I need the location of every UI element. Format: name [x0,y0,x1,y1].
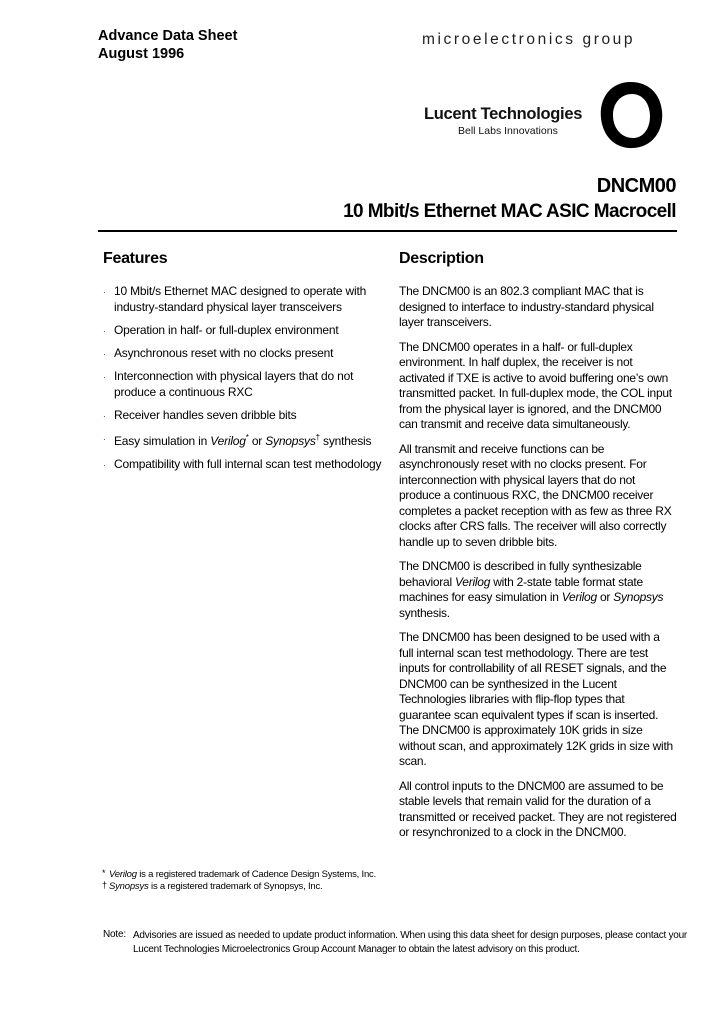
note-label: Note: [103,929,126,940]
part-number: DNCM00 [596,175,676,197]
list-item: · Interconnection with physical layers that do not produce a continuous RXC [103,369,354,399]
description-paragraph: The DNCM00 operates in a half- or full-duplex environment. In half duplex, the receiver is not activated if TXE is active to avoid buffering one’s own transmitted packet. In full-duplex mode, the COL input from the physical layer is ignored, and the DNCM00 can transmit and receive data simultaneously. [399,339,672,431]
company-name: Lucent Technologies [424,105,583,123]
features-heading: Features [103,250,168,267]
note-text: Advisories are issued as needed to update product information. When using this data sheet for design purposes, please contact your Lucent Technologies Microelectronics Group Account Manager to obtain the latest advisory on this product. [133,930,687,955]
doc-date: August 1996 [98,46,185,62]
lucent-innovation-ring-icon [595,78,667,152]
doc-type-label: Advance Data Sheet [98,28,238,44]
features-list [103,283,383,479]
document-header [98,27,237,63]
footnote: † Synopsys is a registered trademark of Synopsys, Inc. [102,880,323,892]
list-item: · 10 Mbit/s Ethernet MAC designed to operate with industry-standard physical layer transceivers [103,284,367,314]
description-heading: Description [399,250,484,267]
list-item: · Compatibility with full internal scan test methodology [103,457,382,471]
group-name: microelectronics group [422,31,636,48]
description-paragraph: The DNCM00 is an 802.3 compliant MAC that is designed to interface to industry-standard physical layer transceivers. [399,284,654,329]
list-item: · Easy simulation in Verilog* or Synopsys† synthesis [103,433,372,448]
description-paragraph: The DNCM00 is described in fully synthesizable behavioral Verilog with 2-state table format state machines for easy simulation in Verilog or Synopsys synthesis. [399,559,664,620]
company-tagline: Bell Labs Innovations [458,125,558,137]
product-title: 10 Mbit/s Ethernet MAC ASIC Macrocell [343,201,676,222]
list-item: · Receiver handles seven dribble bits [103,408,297,422]
description-paragraph: All transmit and receive functions can be asynchronously reset with no clocks present. For interconnection with physical layers that do not produce a continuous RXC, the DNCM00 receiver completes a packet reception with as few as three RX clocks after CRS falls. The receiver will also correctly handle up to seven dribble bits. [399,441,672,549]
description-paragraph: The DNCM00 has been designed to be used with a full internal scan test methodology. There are test inputs for controllability of all RESET signals, and the DNCM00 can be synthesized in the Lucent Technologies libraries with flip-flop types that guarantee scan equivalent types if scan is inserted. The DNCM00 is approximately 10K grids in size without scan, and approximately 12K grids in size with scan. [399,630,673,768]
description-body [399,284,677,850]
list-item: · Asynchronous reset with no clocks present [103,346,334,360]
description-paragraph: All control inputs to the DNCM00 are assumed to be stable levels that remain valid for the duration of a transmitted or received packet. They are not registered or resynchronized to a clock in the DNCM00. [399,778,677,839]
list-item: · Operation in half- or full-duplex environment [103,323,339,337]
title-rule [98,230,677,232]
footnote: * Verilog is a registered trademark of Cadence Design Systems, Inc. [102,868,377,880]
trademark-footnotes [102,869,402,893]
